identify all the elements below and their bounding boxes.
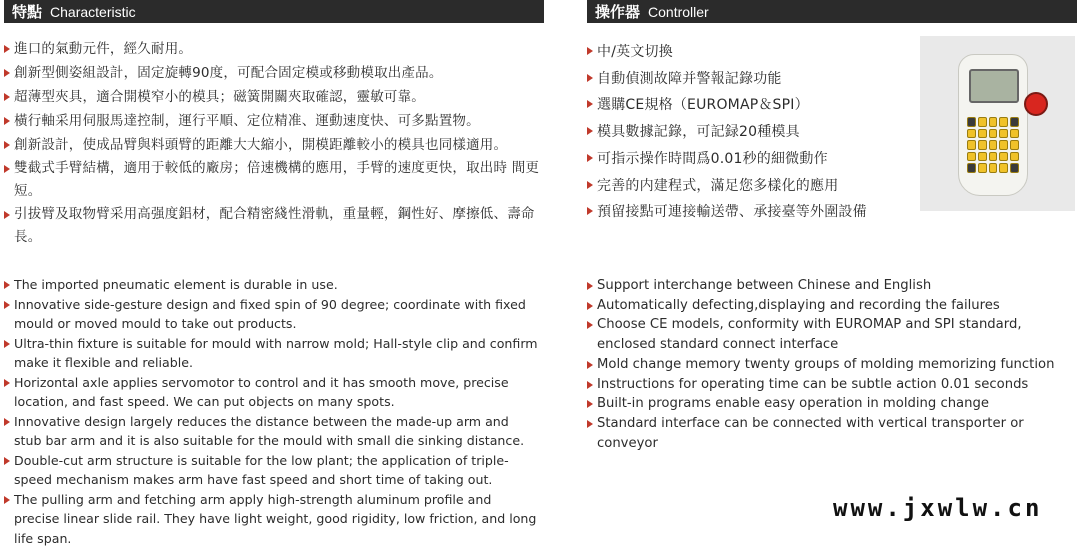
emergency-stop-icon	[1024, 92, 1048, 116]
list-item: Horizontal axle applies servomotor to control and it has smooth move, precise location, and fast speed. We can put objects on many spots.	[4, 373, 540, 412]
controller-title-zh: 操作器	[595, 3, 641, 21]
list-item: Ultra-thin fixture is suitable for mould with narrow mold; Hall-style clip and confirm make it flexible and reliable.	[4, 334, 540, 373]
characteristic-header	[4, 0, 544, 23]
controller-body	[958, 54, 1028, 196]
list-item: Built-in programs enable easy operation in molding change	[587, 394, 1067, 414]
list-item: 選購CE規格（EUROMAP＆SPI）	[587, 92, 917, 119]
controller-list-zh	[587, 39, 917, 226]
list-item: Innovative side-gesture design and fixed spin of 90 degree; coordinate with fixed mould or moved mould to take out products.	[4, 295, 540, 334]
list-item: Double-cut arm structure is suitable for the low plant; the application of triple-speed mechanism makes arm have fast speed and short time of taking out.	[4, 451, 540, 490]
controller-list-en	[587, 276, 1067, 453]
controller-header	[587, 0, 1077, 23]
list-item: 進口的氣動元件，經久耐用。	[4, 37, 544, 61]
list-item: Choose CE models, conformity with EUROMAP and SPI standard, enclosed standard connect interface	[587, 315, 1067, 354]
list-item: 模具數據記錄，可記録20種模具	[587, 119, 917, 146]
list-item: Innovative design largely reduces the distance between the made-up arm and stub bar arm and it is also suitable for the mould with small die sinking distance.	[4, 412, 540, 451]
list-item: The imported pneumatic element is durable in use.	[4, 275, 540, 295]
list-item: Mold change memory twenty groups of molding memorizing function	[587, 355, 1067, 375]
list-item: 中/英文切換	[587, 39, 917, 66]
list-item: 橫行軸采用伺服馬達控制，運行平順、定位精准、運動速度快、可多點置物。	[4, 109, 544, 133]
list-item: Support interchange between Chinese and English	[587, 276, 1067, 296]
characteristic-title-zh: 特點	[12, 3, 43, 21]
list-item: Automatically defecting,displaying and recording the failures	[587, 296, 1067, 316]
list-item: 超薄型夾具，適合開模窄小的模具；磁簧開關夾取確認，靈敏可靠。	[4, 85, 544, 109]
list-item: 自動偵測故障并警報記錄功能	[587, 66, 917, 93]
list-item: 完善的内建程式，滿足您多樣化的應用	[587, 173, 917, 200]
controller-title-en: Controller	[648, 3, 709, 20]
list-item: 雙截式手臂結構，適用于較低的廠房；倍速機構的應用，手臂的速度更快，取出時 間更短。	[4, 157, 544, 203]
list-item: Instructions for operating time can be subtle action 0.01 seconds	[587, 375, 1067, 395]
list-item: 創新設計，使成品臂與料頭臂的距離大大縮小，開模距離較小的模具也同樣適用。	[4, 133, 544, 157]
characteristic-list-en	[4, 275, 540, 548]
watermark: www.jxwlw.cn	[833, 494, 1043, 522]
list-item: Standard interface can be connected with vertical transporter or conveyor	[587, 414, 1067, 453]
controller-section	[587, 0, 1073, 451]
controller-device-image	[920, 36, 1075, 211]
list-item: 創新型側姿組設計，固定旋轉90度，可配合固定模或移動模取出產品。	[4, 61, 544, 85]
controller-keypad	[967, 117, 1019, 173]
characteristic-list-zh	[4, 37, 544, 249]
characteristic-section	[4, 0, 544, 546]
list-item: 可指示操作時間爲0.01秒的細微動作	[587, 146, 917, 173]
list-item: 引拔臂及取物臂采用高强度鋁材，配合精密綫性滑軌，重量輕，鋼性好、摩擦低、壽命長。	[4, 203, 544, 249]
list-item: 預留接點可連接輸送帶、承接臺等外圍設備	[587, 199, 917, 226]
characteristic-title-en: Characteristic	[50, 3, 136, 20]
list-item: The pulling arm and fetching arm apply high-strength aluminum profile and precise linear slide rail. They have light weight, good rigidity, low friction, and long life span.	[4, 490, 540, 549]
controller-screen	[969, 69, 1019, 103]
